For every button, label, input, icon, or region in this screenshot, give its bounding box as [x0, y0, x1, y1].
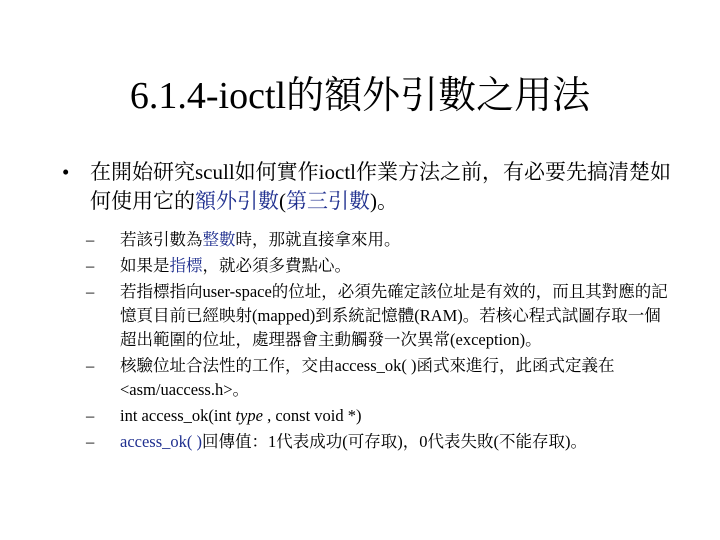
sub-point-text: 如果是: [120, 256, 170, 275]
dash-icon: –: [86, 256, 95, 275]
sub-point-access-ok-prototype: [62, 404, 672, 428]
sub-point-user-space: [62, 280, 672, 352]
sub-point-access-ok-definition: [62, 354, 672, 402]
main-point-tail: )。: [370, 189, 398, 213]
sub-point-text: 若指標指向user-space的位址，必須先確定該位址是有效的，而且其對應的記憶頁目前已經映射(mapped)到系統記憶體(RAM)。若核心程式試圖存取一個超出範圍的位址，處理器會主動觸發一次異常(exception)。: [120, 282, 668, 349]
slide-title: 6.1.4-ioctl的額外引數之用法: [129, 75, 591, 117]
sub-point-text-tail: ，就必須多費點心。: [202, 256, 351, 275]
sub-point-text: 核驗位址合法性的工作，交由access_ok( )函式來進行，此函式定義在<asm/uaccess.h>。: [120, 356, 615, 399]
bullet-icon: •: [62, 160, 70, 184]
sub-point-highlight: 整數: [202, 230, 236, 249]
main-point-paren-open: (: [279, 189, 286, 213]
sub-point-access-ok-return: [62, 430, 672, 454]
dash-icon: –: [86, 230, 95, 249]
dash-icon: –: [86, 432, 95, 451]
sub-point-integer: [62, 228, 672, 252]
sub-point-highlight: access_ok( ): [120, 432, 203, 451]
sub-point-text-tail: 時，那就直接拿來用。: [235, 230, 401, 249]
sub-point-text-tail: , const void *): [262, 406, 362, 425]
sub-point-text: 若該引數為: [120, 230, 203, 249]
sub-point-pointer: [62, 254, 672, 278]
slide-content: [62, 158, 672, 456]
dash-icon: –: [86, 356, 95, 375]
main-point-highlight-third-arg: 第三引數: [286, 189, 370, 213]
sub-point-text: int access_ok(int: [120, 406, 236, 425]
main-bullet-point: [62, 158, 672, 216]
main-point-text: 在開始研究scull如何實作ioctl作業方法之前，有必要先搞清楚如何使用它的: [90, 160, 671, 213]
dash-icon: –: [86, 282, 95, 301]
sub-point-list: [62, 228, 672, 454]
main-point-highlight-extra-arg: 額外引數: [195, 189, 279, 213]
dash-icon: –: [86, 406, 95, 425]
sub-point-highlight: 指標: [169, 256, 203, 275]
sub-point-text-tail: 回傳值：1代表成功(可存取)，0代表失敗(不能存取)。: [202, 432, 587, 451]
sub-point-italic-param: type: [235, 406, 263, 425]
